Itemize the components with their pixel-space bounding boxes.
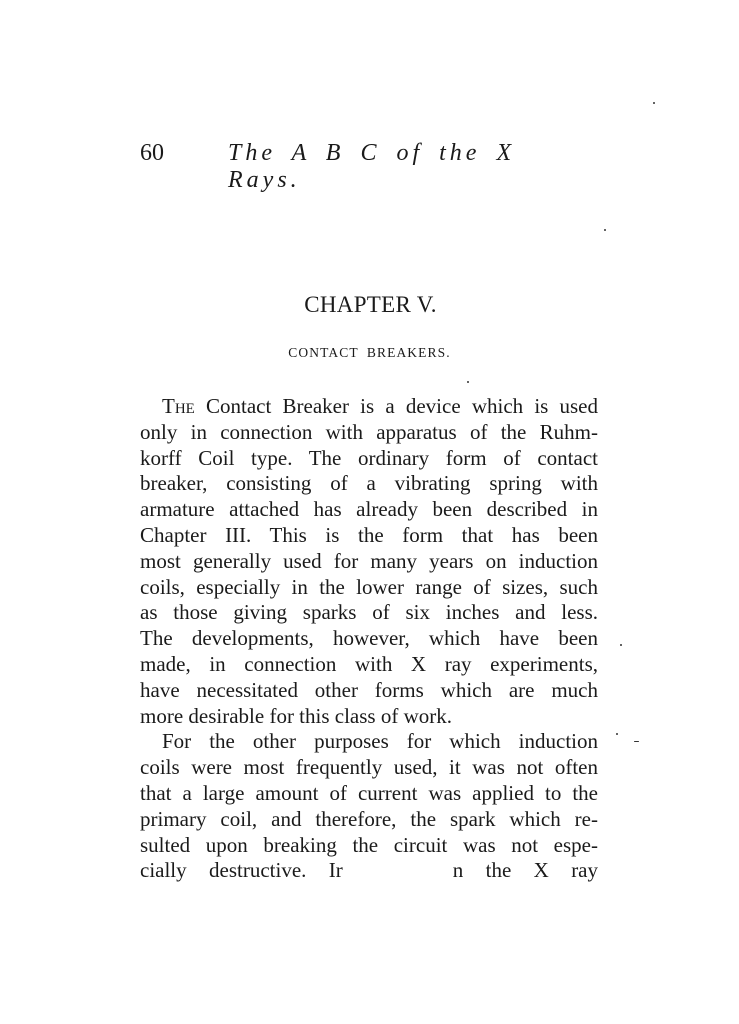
- text-line: For the other purposes for which induction: [162, 729, 598, 754]
- body-text: [140, 394, 598, 884]
- small-caps-lead: The: [162, 394, 195, 418]
- text-line: have necessitated other forms which are much: [140, 677, 598, 702]
- text-line: The developments, however, which have been: [140, 626, 598, 651]
- scan-speck: [634, 741, 639, 742]
- scan-speck: [604, 229, 606, 231]
- text-line: as those giving sparks of six inches and less.: [140, 600, 598, 625]
- text-line: sulted upon breaking the circuit was not espe-: [140, 832, 598, 857]
- text-line: breaker, consisting of a vibrating spring with: [140, 471, 598, 496]
- text-line: coils, especially in the lower range of sizes, such: [140, 574, 598, 599]
- text-line: Chapter III. This is the form that has been: [140, 522, 598, 547]
- text-line: The Contact Breaker is a device which is used: [162, 394, 598, 418]
- running-title: The A B C of the X Rays.: [228, 140, 516, 193]
- scan-speck: [620, 644, 622, 646]
- text-line: coils were most frequently used, it was not often: [140, 755, 598, 780]
- text-line: korff Coil type. The ordinary form of contact: [140, 445, 598, 470]
- scan-speck: [653, 102, 655, 104]
- chapter-number: CHAPTER V.: [304, 292, 437, 317]
- text-line: only in connection with apparatus of the Ruhm-: [140, 419, 598, 444]
- text-line: cially destructive. Ir n the X ray: [140, 858, 599, 883]
- text-line: most generally used for many years on induction: [140, 548, 598, 573]
- text-line: more desirable for this class of work.: [140, 703, 452, 728]
- page-number: 60: [140, 140, 164, 166]
- running-head: [140, 140, 600, 193]
- text-line: armature attached has already been described in: [140, 497, 598, 522]
- text-line: that a large amount of current was applied to the: [140, 780, 598, 805]
- chapter-heading: [0, 292, 739, 318]
- text-line: made, in connection with X ray experiments,: [140, 651, 598, 676]
- section-title: CONTACT BREAKERS.: [288, 345, 451, 360]
- scan-speck: [467, 381, 469, 383]
- scan-speck: [616, 733, 618, 735]
- text-line: primary coil, and therefore, the spark which re-: [140, 806, 598, 831]
